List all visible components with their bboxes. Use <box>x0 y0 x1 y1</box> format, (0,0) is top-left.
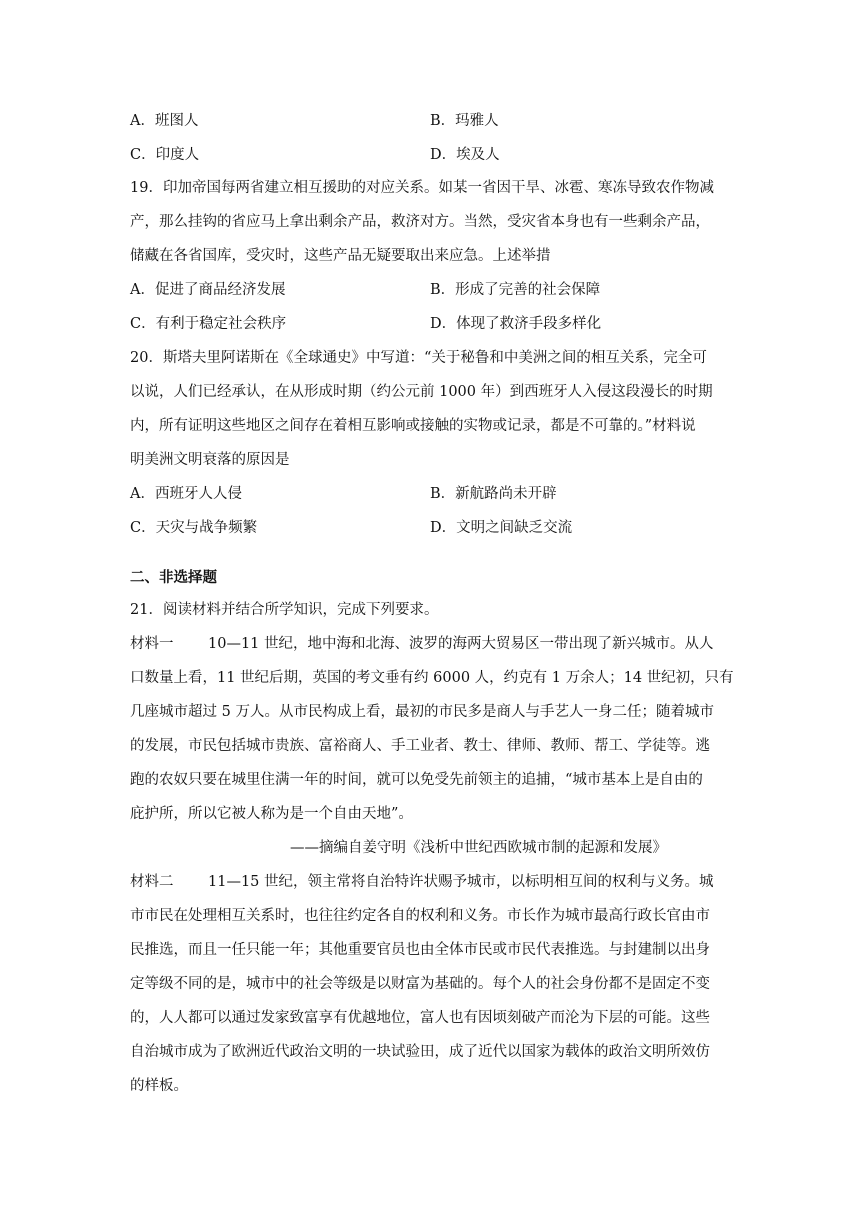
q20-stem-line: 明美洲文明衰落的原因是 <box>130 452 290 468</box>
material1-label: 材料一 <box>130 636 174 652</box>
section-heading: 二、非选择题 <box>130 570 217 586</box>
q20-stem-line: 以说，人们已经承认，在从形成时期（约公元前 1000 年）到西班牙人入侵这段漫长的时期 <box>130 384 713 400</box>
material2-line: 的，人人都可以通过发家致富享有优越地位，富人也有因顷刻破产而沦为下层的可能。这些 <box>130 1010 710 1026</box>
material2-line: 的样板。 <box>130 1078 188 1094</box>
q20-stem-line: 内，所有证明这些地区之间存在着相互影响或接触的实物或记录，都是不可靠的。”材料说 <box>130 418 696 434</box>
q19-stem-line: 产，那么挂钩的省应马上拿出剩余产品，救济对方。当然，受灾省本身也有一些剩余产品， <box>130 214 710 230</box>
q19-option-a: A．促进了商品经济发展 <box>130 282 286 298</box>
q20-option-c: C．天灾与战争频繁 <box>130 520 258 536</box>
material1-source: ——摘编自姜守明《浅析中世纪西欧城市制的起源和发展》 <box>290 840 667 856</box>
q18-option-c: C．印度人 <box>130 147 200 163</box>
q18-option-d: D．埃及人 <box>430 147 500 163</box>
material1-line: 的发展，市民包括城市贵族、富裕商人、手工业者、教士、律师、教师、帮工、学徒等。逃 <box>130 738 710 754</box>
material2-line: 定等级不同的是，城市中的社会等级是以财富为基础的。每个人的社会身份都不是固定不变 <box>130 976 710 992</box>
material2-label: 材料二 <box>130 874 174 890</box>
q20-option-b: B．新航路尚未开辟 <box>430 486 557 502</box>
material1-line: 几座城市超过 5 万人。从市民构成上看，最初的市民多是商人与手艺人一身二任；随着城市 <box>130 704 714 720</box>
material2-first-line <box>130 872 714 892</box>
material1-line: 10—11 世纪，地中海和北海、波罗的海两大贸易区一带出现了新兴城市。从人 <box>208 636 714 652</box>
q20-option-a: A．西班牙人人侵 <box>130 486 242 502</box>
material1-line: 跑的农奴只要在城里住满一年的时间，就可以免受先前领主的追捕，“城市基本上是自由的 <box>130 772 703 788</box>
material1-line: 庇护所，所以它被人称为是一个自由天地”。 <box>130 806 413 822</box>
q20-stem-line: 20．斯塔夫里阿诺斯在《全球通史》中写道：“关于秘鲁和中美洲之间的相互关系，完全可 <box>130 350 707 366</box>
q19-option-b: B．形成了完善的社会保障 <box>430 282 601 298</box>
material2-line: 市市民在处理相互关系时，也往往约定各自的权利和义务。市长作为城市最高行政长官由市 <box>130 908 710 924</box>
q19-option-c: C．有利于稳定社会秩序 <box>130 316 287 332</box>
material1-first-line <box>130 634 714 654</box>
q20-option-d: D．文明之间缺乏交流 <box>430 520 573 536</box>
material2-line: 自治城市成为了欧洲近代政治文明的一块试验田，成了近代以国家为载体的政治文明所效仿 <box>130 1044 710 1060</box>
q18-option-a: A．班图人 <box>130 113 199 129</box>
material1-line: 口数量上看，11 世纪后期，英国的考文垂有约 6000 人，约克有 1 万余人；14 世纪初，只有 <box>130 670 734 686</box>
q19-stem-line: 储藏在各省国库，受灾时，这些产品无疑要取出来应急。上述举措 <box>130 248 551 264</box>
q19-stem-line: 19．印加帝国每两省建立相互援助的对应关系。如某一省因干旱、冰雹、寒冻导致农作物减 <box>130 180 714 196</box>
q21-intro: 21．阅读材料并结合所学知识，完成下列要求。 <box>130 602 439 618</box>
q18-option-b: B．玛雅人 <box>430 113 499 129</box>
q19-option-d: D．体现了救济手段多样化 <box>430 316 602 332</box>
material2-line: 民推选，而且一任只能一年；其他重要官员也由全体市民或市民代表推选。与封建制以出身 <box>130 942 710 958</box>
material2-line: 11—15 世纪，领主常将自治特许状赐予城市，以标明相互间的权利与义务。城 <box>208 874 714 890</box>
